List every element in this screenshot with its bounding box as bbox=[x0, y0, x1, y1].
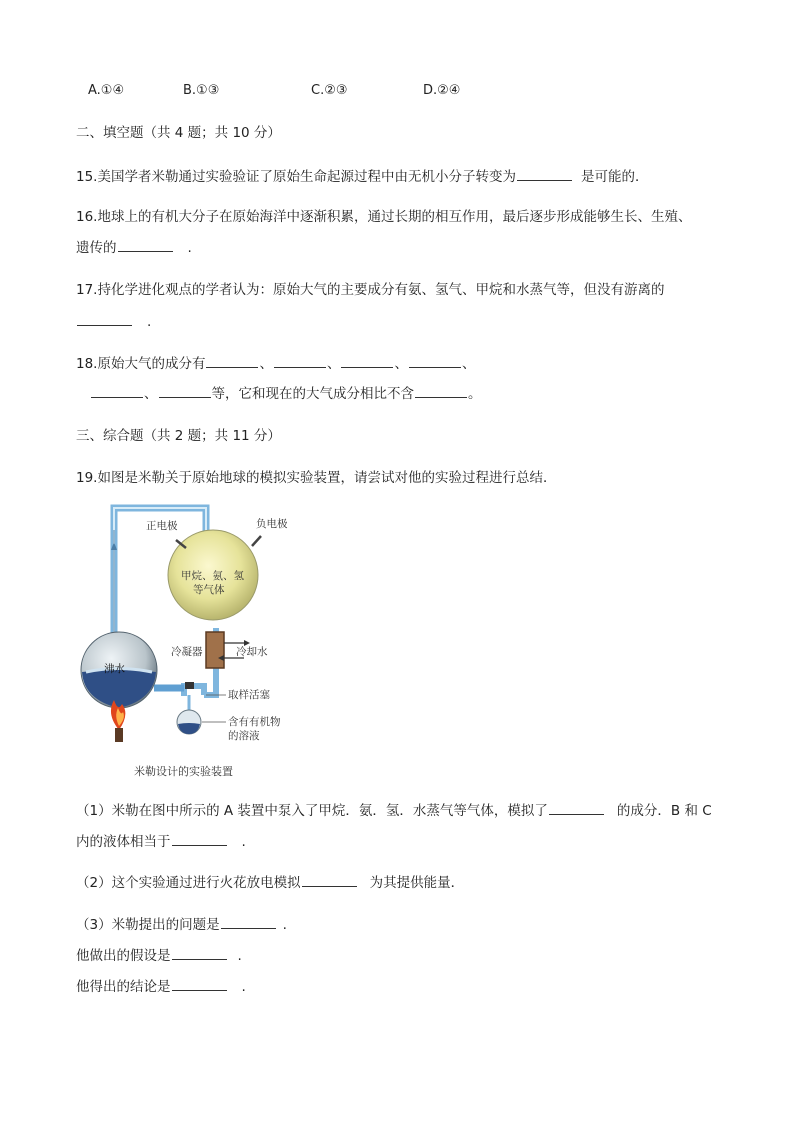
q18-sep: 、 bbox=[461, 356, 476, 372]
q18-text2: 等，它和现在的大气成分相比不含 bbox=[211, 386, 414, 402]
question-19-stem: 19.如图是米勒关于原始地球的模拟实验装置，请尝试对他的实验过程进行总结． bbox=[76, 470, 557, 486]
answer-blank[interactable] bbox=[302, 873, 357, 887]
label-sampling-valve: 取样活塞 bbox=[228, 689, 270, 701]
choice-d: D.②④ bbox=[423, 83, 461, 98]
boiling-water bbox=[82, 670, 156, 708]
answer-blank[interactable] bbox=[118, 238, 173, 252]
q18-sep: 、 bbox=[326, 356, 341, 372]
sub3-q-text: （3）米勒提出的问题是 bbox=[76, 917, 220, 933]
question-18-line1 bbox=[76, 354, 475, 373]
choice-a: A.①④ bbox=[88, 83, 125, 98]
q18-sep: 、 bbox=[144, 386, 158, 402]
question-17-line2 bbox=[76, 312, 151, 331]
sub1-text2: 内的液体相当于 bbox=[76, 834, 171, 850]
sampling-valve bbox=[185, 682, 194, 689]
apparatus-drawing bbox=[76, 500, 316, 790]
sub3-q-tail: . bbox=[282, 917, 287, 933]
answer-blank[interactable] bbox=[409, 354, 461, 368]
choice-c: C.②③ bbox=[311, 83, 348, 98]
question-17-line1: 17.持化学进化观点的学者认为：原始大气的主要成分有氨、氢气、甲烷和水蒸气等，但没有游离的 bbox=[76, 282, 665, 298]
sub3-hyp-text: 他做出的假设是 bbox=[76, 948, 171, 964]
sub-question-1-line1 bbox=[76, 801, 712, 820]
q16-tail: . bbox=[187, 240, 192, 256]
label-gas-line1: 甲烷、氨、氢 bbox=[181, 570, 244, 582]
sub1-tail2: . bbox=[241, 834, 246, 850]
answer-blank[interactable] bbox=[159, 384, 211, 398]
q18-end: 。 bbox=[468, 386, 482, 402]
answer-blank[interactable] bbox=[549, 801, 604, 815]
sub1-tail: 的成分．B 和 C bbox=[616, 803, 712, 819]
label-condenser: 冷凝器 bbox=[171, 646, 203, 658]
answer-blank[interactable] bbox=[415, 384, 467, 398]
sub3-con-text: 他得出的结论是 bbox=[76, 979, 171, 995]
sub2-tail: 为其提供能量． bbox=[369, 875, 465, 891]
sub-question-1-line2 bbox=[76, 832, 246, 851]
answer-blank[interactable] bbox=[77, 312, 132, 326]
question-18-line2 bbox=[90, 384, 482, 403]
sub3-hyp-tail: . bbox=[237, 948, 242, 964]
sub2-text: （2）这个实验通过进行火花放电模拟 bbox=[76, 875, 301, 891]
sub-question-3-conclusion bbox=[76, 977, 246, 996]
q16-text: 遗传的 bbox=[76, 240, 117, 256]
answer-blank[interactable] bbox=[517, 167, 572, 181]
q18-text: 18.原始大气的成分有 bbox=[76, 356, 206, 372]
q15-tail: 是可能的． bbox=[580, 169, 649, 185]
answer-blank[interactable] bbox=[172, 946, 227, 960]
answer-blank[interactable] bbox=[341, 354, 393, 368]
sub-question-2 bbox=[76, 873, 464, 892]
sub1-text: （1）米勒在图中所示的 A 装置中泵入了甲烷．氨．氢．水蒸气等气体，模拟了 bbox=[76, 803, 548, 819]
miller-apparatus-figure bbox=[76, 500, 316, 790]
q18-sep: 、 bbox=[394, 356, 408, 372]
q15-text: 15.美国学者米勒通过实验验证了原始生命起源过程中由无机小分子转变为 bbox=[76, 169, 516, 185]
question-16-line1: 16.地球上的有机大分子在原始海洋中逐渐积累，通过长期的相互作用，最后逐步形成能够生长、生殖、 bbox=[76, 209, 692, 225]
answer-blank[interactable] bbox=[221, 915, 276, 929]
label-boiling-water: 沸水 bbox=[104, 663, 125, 675]
answer-blank[interactable] bbox=[91, 384, 143, 398]
sub3-con-tail: . bbox=[241, 979, 246, 995]
answer-blank[interactable] bbox=[172, 832, 227, 846]
sub-question-3-hypothesis bbox=[76, 946, 242, 965]
answer-blank[interactable] bbox=[172, 977, 227, 991]
label-cooling-water: 冷却水 bbox=[236, 646, 268, 658]
q18-sep: 、 bbox=[259, 356, 273, 372]
label-solution-line1: 含有有机物 bbox=[228, 716, 281, 728]
question-16-line2 bbox=[76, 238, 192, 257]
sub-question-3-problem bbox=[76, 915, 287, 934]
answer-blank[interactable] bbox=[274, 354, 326, 368]
section-3-title: 三、综合题（共 2 题；共 11 分） bbox=[76, 428, 281, 444]
label-positive-electrode: 正电极 bbox=[146, 520, 178, 532]
section-2-title: 二、填空题（共 4 题；共 10 分） bbox=[76, 125, 281, 141]
question-15 bbox=[76, 167, 648, 186]
label-solution-line2: 的溶液 bbox=[228, 730, 260, 742]
label-gas-line2: 等气体 bbox=[193, 584, 225, 596]
answer-blank[interactable] bbox=[206, 354, 258, 368]
label-negative-electrode: 负电极 bbox=[256, 518, 288, 530]
q17-tail: . bbox=[147, 314, 152, 330]
figure-caption: 米勒设计的实验装置 bbox=[134, 765, 233, 778]
condenser bbox=[206, 632, 224, 668]
negative-electrode bbox=[252, 536, 261, 546]
choice-b: B.①③ bbox=[183, 83, 220, 98]
